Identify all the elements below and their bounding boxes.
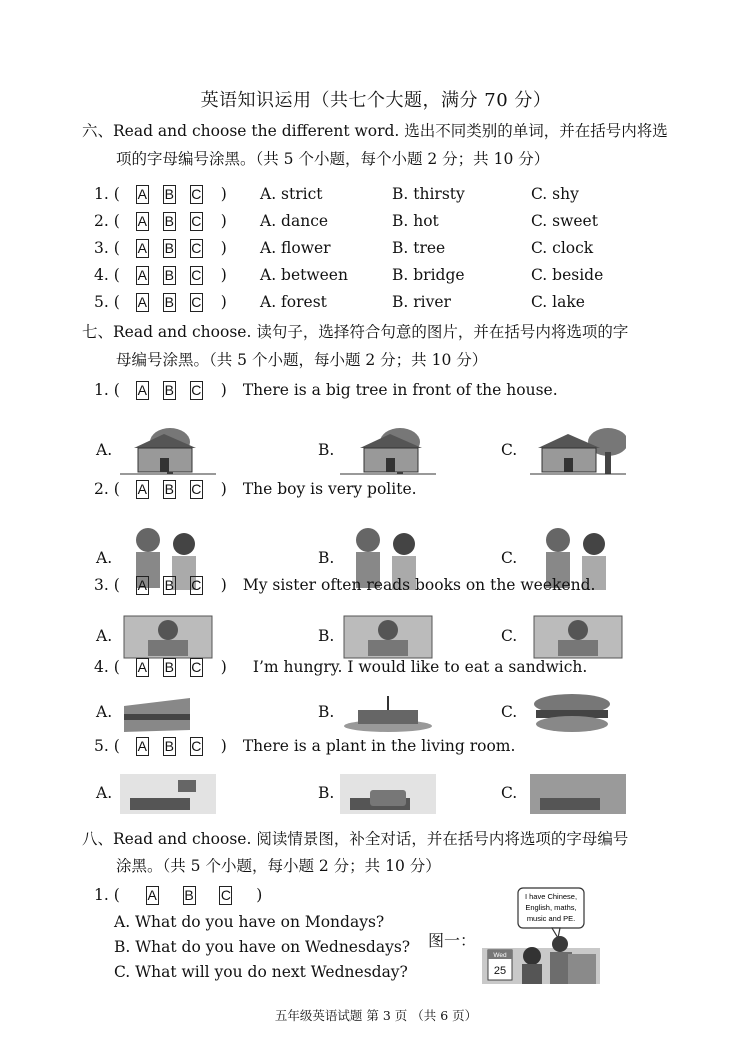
option-c: C. clock bbox=[531, 239, 594, 257]
picture-label-c: C. bbox=[501, 784, 518, 802]
question-number: 5. ( bbox=[94, 293, 120, 311]
figure-one-scene bbox=[482, 886, 602, 986]
page-title: 英语知识运用（共七个大题，满分 70 分） bbox=[200, 90, 552, 111]
choice-b-box[interactable]: B bbox=[164, 659, 174, 675]
q4-picture-c bbox=[530, 692, 626, 734]
q3-picture-c bbox=[530, 612, 626, 662]
choice-a-box[interactable]: A bbox=[137, 577, 147, 593]
section7-heading-line1: 七、Read and choose. 读句子，选择符合句意的图片，并在括号内将选项的字 bbox=[82, 323, 629, 341]
section8-heading-line1: 八、Read and choose. 阅读情景图，补全对话，并在括号内将选项的字母编号 bbox=[82, 830, 629, 848]
section7-question-2 bbox=[94, 478, 417, 500]
q3-picture-b bbox=[340, 612, 436, 662]
choice-c-box[interactable]: C bbox=[191, 382, 202, 398]
choice-c-box[interactable]: C bbox=[191, 186, 202, 202]
picture-label-a: A. bbox=[96, 441, 113, 459]
choice-b-box[interactable]: B bbox=[164, 294, 174, 310]
q1-picture-a bbox=[120, 426, 216, 476]
option-b: B. tree bbox=[392, 239, 446, 257]
option-b: B. hot bbox=[392, 212, 439, 230]
picture-label-c: C. bbox=[501, 549, 518, 567]
figure-label: 图一： bbox=[428, 931, 477, 950]
option-b: B. thirsty bbox=[392, 185, 465, 203]
section8-option-a: A. What do you have on Mondays? bbox=[114, 913, 385, 931]
option-c: C. lake bbox=[531, 293, 585, 311]
question-number: 3. ( bbox=[94, 239, 120, 257]
choice-c-box[interactable]: C bbox=[191, 738, 202, 754]
question-number: 5. ( bbox=[94, 737, 120, 755]
section6-question-5 bbox=[94, 291, 734, 313]
q4-picture-b bbox=[340, 692, 436, 734]
choice-c-box[interactable]: C bbox=[191, 294, 202, 310]
section6-question-4 bbox=[94, 264, 734, 286]
q1-picture-c bbox=[530, 426, 626, 476]
choice-c-box[interactable]: C bbox=[220, 887, 231, 903]
section6-question-1 bbox=[94, 183, 734, 205]
close-paren: ) bbox=[220, 266, 227, 284]
choice-a-box[interactable]: A bbox=[137, 659, 147, 675]
choice-b-box[interactable]: B bbox=[164, 213, 174, 229]
picture-label-c: C. bbox=[501, 703, 518, 721]
question-number: 1. ( bbox=[94, 185, 120, 203]
option-c: C. shy bbox=[531, 185, 579, 203]
choice-b-box[interactable]: B bbox=[164, 738, 174, 754]
choice-a-box[interactable]: A bbox=[137, 382, 147, 398]
question-sentence: There is a big tree in front of the house. bbox=[242, 381, 558, 399]
option-a: A. strict bbox=[260, 185, 323, 203]
calendar-date: 25 bbox=[493, 965, 507, 977]
section7-question-5 bbox=[94, 735, 515, 757]
choice-b-box[interactable]: B bbox=[164, 186, 174, 202]
section7-question-3 bbox=[94, 574, 595, 596]
section8-option-b: B. What do you have on Wednesdays? bbox=[114, 938, 411, 956]
close-paren: ) bbox=[220, 381, 227, 399]
bubble-line-3: music and PE. bbox=[526, 914, 576, 923]
close-paren: ) bbox=[220, 212, 227, 230]
section7-question-1 bbox=[94, 379, 558, 401]
section7-question-4 bbox=[94, 656, 587, 678]
picture-label-c: C. bbox=[501, 627, 518, 645]
choice-a-box[interactable]: A bbox=[137, 267, 147, 283]
question-number: 2. ( bbox=[94, 212, 120, 230]
option-b: B. river bbox=[392, 293, 451, 311]
calendar-day: Wed bbox=[493, 952, 507, 959]
choice-c-box[interactable]: C bbox=[191, 659, 202, 675]
question-number: 2. ( bbox=[94, 480, 120, 498]
option-c: C. sweet bbox=[531, 212, 598, 230]
option-a: A. forest bbox=[260, 293, 327, 311]
picture-label-a: A. bbox=[96, 627, 113, 645]
choice-b-box[interactable]: B bbox=[164, 577, 174, 593]
close-paren: ) bbox=[256, 886, 263, 904]
choice-a-box[interactable]: A bbox=[137, 240, 147, 256]
question-number: 4. ( bbox=[94, 266, 120, 284]
choice-c-box[interactable]: C bbox=[191, 577, 202, 593]
question-sentence: My sister often reads books on the weekend. bbox=[242, 576, 596, 594]
choice-a-box[interactable]: A bbox=[147, 887, 157, 903]
choice-a-box[interactable]: A bbox=[137, 213, 147, 229]
question-sentence: The boy is very polite. bbox=[242, 480, 417, 498]
choice-b-box[interactable]: B bbox=[164, 382, 174, 398]
picture-label-b: B. bbox=[318, 627, 335, 645]
question-sentence: There is a plant in the living room. bbox=[242, 737, 516, 755]
picture-label-c: C. bbox=[501, 441, 518, 459]
choice-c-box[interactable]: C bbox=[191, 481, 202, 497]
close-paren: ) bbox=[220, 576, 227, 594]
choice-b-box[interactable]: B bbox=[164, 481, 174, 497]
picture-label-b: B. bbox=[318, 703, 335, 721]
picture-label-b: B. bbox=[318, 784, 335, 802]
option-b: B. bridge bbox=[392, 266, 465, 284]
option-a: A. between bbox=[260, 266, 348, 284]
choice-b-box[interactable]: B bbox=[184, 887, 194, 903]
close-paren: ) bbox=[220, 185, 227, 203]
bubble-line-2: English, maths, bbox=[525, 903, 577, 912]
section6-heading-line1: 六、Read and choose the different word. 选出不同类别的单词，并在括号内将选 bbox=[82, 122, 668, 140]
section6-heading-line2: 项的字母编号涂黑。（共 5 个小题，每个小题 2 分；共 10 分） bbox=[116, 150, 550, 168]
question-number: 1. ( bbox=[94, 886, 120, 904]
choice-a-box[interactable]: A bbox=[137, 186, 147, 202]
question-number: 3. ( bbox=[94, 576, 120, 594]
bubble-line-1: I have Chinese, bbox=[524, 892, 578, 901]
q5-picture-a bbox=[120, 774, 216, 814]
close-paren: ) bbox=[220, 239, 227, 257]
picture-label-b: B. bbox=[318, 441, 335, 459]
choice-a-box[interactable]: A bbox=[137, 294, 147, 310]
option-a: A. dance bbox=[260, 212, 329, 230]
section6-question-2 bbox=[94, 210, 734, 232]
picture-label-a: A. bbox=[96, 703, 113, 721]
question-number: 1. ( bbox=[94, 381, 120, 399]
section6-question-3 bbox=[94, 237, 734, 259]
q5-picture-b bbox=[340, 774, 436, 814]
section8-heading-line2: 涂黑。（共 5 个小题，每小题 2 分；共 10 分） bbox=[116, 857, 441, 875]
q4-picture-a bbox=[120, 692, 216, 734]
close-paren: ) bbox=[220, 480, 227, 498]
section7-heading-line2: 母编号涂黑。（共 5 个小题，每小题 2 分；共 10 分） bbox=[116, 351, 488, 369]
picture-label-a: A. bbox=[96, 549, 113, 567]
picture-label-b: B. bbox=[318, 549, 335, 567]
close-paren: ) bbox=[220, 737, 227, 755]
q3-picture-a bbox=[120, 612, 216, 662]
close-paren: ) bbox=[220, 658, 227, 676]
choice-a-box[interactable]: A bbox=[137, 738, 147, 754]
question-sentence: I’m hungry. I would like to eat a sandwich. bbox=[252, 658, 588, 676]
choice-b-box[interactable]: B bbox=[164, 240, 174, 256]
q5-picture-c bbox=[530, 774, 626, 814]
question-number: 4. ( bbox=[94, 658, 120, 676]
choice-b-box[interactable]: B bbox=[164, 267, 174, 283]
choice-c-box[interactable]: C bbox=[191, 240, 202, 256]
choice-c-box[interactable]: C bbox=[191, 213, 202, 229]
page-footer: 五年级英语试题 第 3 页 （共 6 页） bbox=[274, 1008, 478, 1023]
section8-question-1 bbox=[94, 884, 262, 906]
picture-label-a: A. bbox=[96, 784, 113, 802]
choice-a-box[interactable]: A bbox=[137, 481, 147, 497]
q1-picture-b bbox=[340, 426, 436, 476]
choice-c-box[interactable]: C bbox=[191, 267, 202, 283]
close-paren: ) bbox=[220, 293, 227, 311]
section8-option-c: C. What will you do next Wednesday? bbox=[114, 963, 408, 981]
option-c: C. beside bbox=[531, 266, 604, 284]
option-a: A. flower bbox=[260, 239, 331, 257]
